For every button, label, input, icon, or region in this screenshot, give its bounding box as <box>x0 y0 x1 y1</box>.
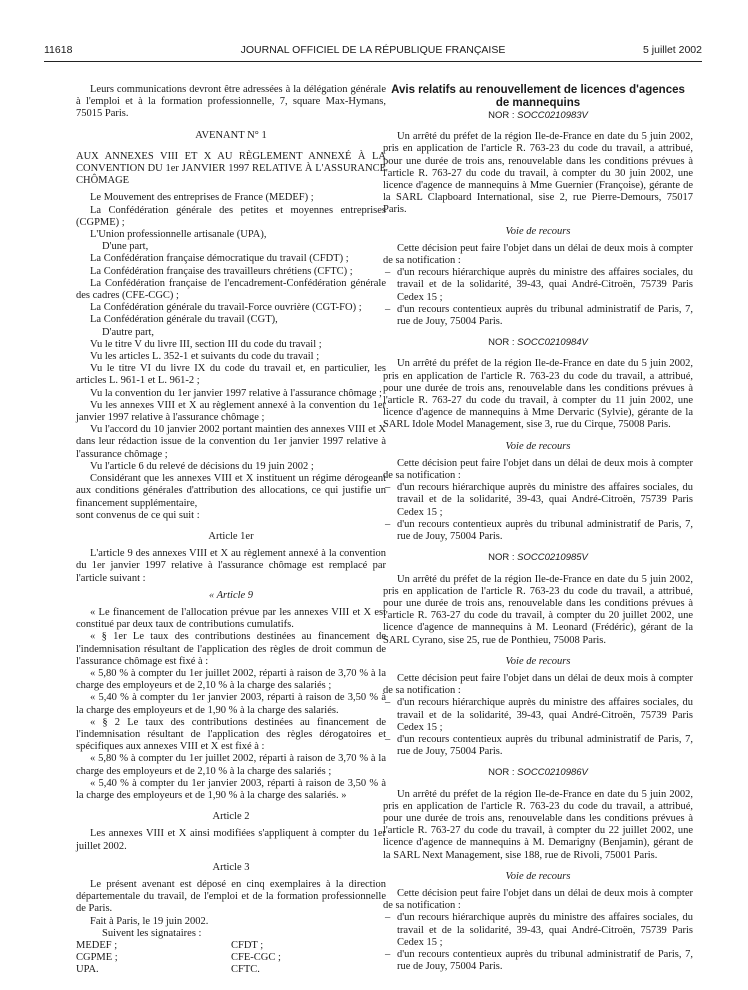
article-3-title: Article 3 <box>212 861 250 873</box>
party-line: L'Union professionnelle artisanale (UPA), <box>90 229 267 241</box>
nor-line <box>383 337 693 349</box>
recours-list <box>383 267 693 328</box>
visa-line: Considérant que les annexes VIII et X instituent un régime dérogeant aux conditions générales d'attribution des allocations, ce qui justifie un financement supplémentaire, <box>76 473 386 509</box>
recours-list <box>383 482 693 543</box>
journal-title: JOURNAL OFFICIEL DE LA RÉPUBLIQUE FRANÇAISE <box>240 44 506 56</box>
signatory: CGPME ; <box>76 952 118 964</box>
dune-part: D'une part, <box>102 241 149 253</box>
party-line: La Confédération française démocratique du travail (CFDT) ; <box>90 253 349 265</box>
nor-label: NOR : <box>488 552 515 564</box>
party-line: La Confédération générale des petites et moyennes entreprises (CGPME) ; <box>76 204 386 228</box>
notice <box>383 337 693 543</box>
article-9-paragraph: « 5,40 % à compter du 1er janvier 2003, réparti à raison de 3,50 % à la charge des employeurs et de 1,90 % à la charge des salariés. » <box>76 777 386 801</box>
convenus-line: sont convenus de ce qui suit : <box>76 509 200 521</box>
recours-intro: Cette décision peut faire l'objet dans un délai de deux mois à compter de sa notification : <box>383 672 693 697</box>
recours-list <box>383 912 693 973</box>
article-1-title: Article 1er <box>208 530 254 542</box>
recours-list <box>383 697 693 758</box>
recours-item: – d'un recours hiérarchique auprès du ministre des affaires sociales, du travail et de la solidarité, 39-43, quai André-Citroën, 75739 Paris Cedex 15 ; <box>383 697 693 734</box>
article-9-paragraph: « 5,40 % à compter du 1er janvier 2003, réparti à raison de 3,50 % à la charge des employeurs et de 1,90 % à la charge des salariés. <box>76 692 386 716</box>
notice-text: Un arrêté du préfet de la région Ile-de-France en date du 5 juin 2002, pris en application de l'article R. 763-23 du code du travail, a attribué, pour une durée de trois ans, renouvelable dans les conditions prévues à l'article R. 763-27 du code du travail, à compter du 20 juillet 2002, une licence d'agence de mannequins à M. Leonard (Frédéric), gérant de la SARL Cyrano, sise 25, rue de Ponthieu, 75008 Paris. <box>383 573 693 646</box>
article-9-paragraph: « § 1er Le taux des contributions destinées au financement de l'indemnisation résultant de l'application des règles de droit commun de l'assurance chômage est fixé à : <box>76 631 386 667</box>
nor-code: SOCC0210986V <box>517 767 588 779</box>
signatories-grid <box>76 940 386 977</box>
visa-line: Vu l'article 6 du relevé de décisions du 19 juin 2002 ; <box>90 460 314 472</box>
nor-label: NOR : <box>488 767 515 779</box>
signatory: CFDT ; <box>231 940 264 951</box>
avenant-subject: AUX ANNEXES VIII ET X AU RÈGLEMENT ANNEXÉ À LA CONVENTION DU 1er JANVIER 1997 RELATIVE À L'ASSURANCE CHÔMAGE <box>76 150 386 187</box>
notice <box>383 552 693 758</box>
page-number: 11618 <box>44 44 73 56</box>
notice <box>383 767 693 973</box>
article-9-paragraph: « 5,80 % à compter du 1er juillet 2002, réparti à raison de 3,70 % à la charge des employeurs et de 2,10 % à la charge des salariés ; <box>76 667 386 692</box>
notice-text: Un arrêté du préfet de la région Ile-de-France en date du 5 juin 2002, pris en application de l'article R. 763-23 du code du travail, a attribué, pour une durée de trois ans, renouvelable dans les conditions prévues à l'article R. 763-27 du code du travail, à compter du 11 juin 2002, une licence d'agence de mannequins à Mme Dervaric (Sylvie), gérante de la SARL Idole Model Management, sise 3, rue du Cirque, 75008 Paris. <box>383 358 693 431</box>
nor-code: SOCC0210984V <box>517 337 588 349</box>
recours-intro: Cette décision peut faire l'objet dans un délai de deux mois à compter de sa notification : <box>383 887 693 912</box>
nor-label: NOR : <box>488 337 515 349</box>
article-9-paragraph: « Le financement de l'allocation prévue par les annexes VIII et X est constitué par deux taux de contributions cumulatifs. <box>76 606 386 631</box>
signatory: CFTC. <box>231 964 260 976</box>
issue-date: 5 juillet 2002 <box>643 44 702 56</box>
article-1-text: L'article 9 des annexes VIII et X au règlement annexé à la convention du 1er janvier 1997 relative à l'assurance chômage est remplacé par l'article suivant : <box>76 548 386 584</box>
recours-item: – d'un recours contentieux auprès du tribunal administratif de Paris, 7, rue de Jouy, 75004 Paris. <box>383 949 693 973</box>
recours-item: – d'un recours hiérarchique auprès du ministre des affaires sociales, du travail et de la solidarité, 39-43, quai André-Citroën, 75739 Paris Cedex 15 ; <box>383 267 693 304</box>
signatory: CFE-CGC ; <box>231 952 281 964</box>
visa-line: Vu le titre VI du livre IX du code du travail et, en particulier, les articles L. 961-1 et L. 961-2 ; <box>76 363 386 387</box>
notice-text: Un arrêté du préfet de la région Ile-de-France en date du 5 juin 2002, pris en application de l'article R. 763-23 du code du travail, a attribué, pour une durée de trois ans, renouvelable dans les conditions prévues à l'article R. 763-27 du code du travail, à compter du 30 juin 2002, une licence d'agence de mannequins à Mme Guernier (Françoise), gérante de la SARL Clapboard International, sise 2, rue Pierre-Demours, 75017 Paris. <box>383 131 693 216</box>
article-2-title: Article 2 <box>212 811 250 823</box>
voie-de-recours: Voie de recours <box>505 225 571 237</box>
signatory: MEDEF ; <box>76 940 118 951</box>
recours-item: – d'un recours hiérarchique auprès du ministre des affaires sociales, du travail et de la solidarité, 39-43, quai André-Citroën, 75739 Paris Cedex 15 ; <box>383 482 693 519</box>
nor-label: NOR : <box>488 110 515 121</box>
notice <box>383 110 693 328</box>
article-9-paragraph: « § 2 Le taux des contributions destinées au financement de l'indemnisation résultant de l'application des règles dérogatoires et spécifiques aux annexes VIII et X est fixé à : <box>76 716 386 753</box>
article-9-paragraph: « 5,80 % à compter du 1er juillet 2002, réparti à raison de 3,70 % à la charge des employeurs et de 2,10 % à la charge des salariés ; <box>76 753 386 777</box>
article-3-text: Le présent avenant est déposé en cinq exemplaires à la direction départementale du travail, de l'emploi et de la formation professionnelle de Paris. <box>76 878 386 915</box>
section-title: Avis relatifs au renouvellement de licences d'agences de mannequins <box>391 84 685 109</box>
visa-line: Vu la convention du 1er janvier 1997 relative à l'assurance chômage ; <box>90 387 382 399</box>
nor-code: SOCC0210983V <box>517 110 588 121</box>
party-line: Le Mouvement des entreprises de France (MEDEF) ; <box>90 192 314 204</box>
party-line: La Confédération française des travailleurs chrétiens (CFTC) ; <box>90 265 353 277</box>
nor-code: SOCC0210985V <box>517 552 588 564</box>
recours-item: – d'un recours contentieux auprès du tribunal administratif de Paris, 7, rue de Jouy, 75004 Paris. <box>383 734 693 758</box>
party-line: La Confédération générale du travail-Force ouvrière (CGT-FO) ; <box>90 302 362 314</box>
visa-line: Vu les annexes VIII et X au règlement annexé à la convention du 1er janvier 1997 relative à l'assurance chômage ; <box>76 399 386 424</box>
dautre-part: D'autre part, <box>102 326 155 338</box>
notice-text: Un arrêté du préfet de la région Ile-de-France en date du 5 juin 2002, pris en application de l'article R. 763-23 du code du travail, a attribué, pour une durée de trois ans, renouvelable dans les conditions prévues à l'article R. 763-27 du code du travail, à compter du 22 juillet 2002, une licence d'agence de mannequins à M. Demarigny (Benjamin), gérant de la SARL Next Management, sise 188, rue de Rivoli, 75001 Paris. <box>383 788 693 861</box>
recours-item: – d'un recours hiérarchique auprès du ministre des affaires sociales, du travail et de la solidarité, 39-43, quai André-Citroën, 75739 Paris Cedex 15 ; <box>383 912 693 949</box>
recours-intro: Cette décision peut faire l'objet dans un délai de deux mois à compter de sa notification : <box>383 457 693 482</box>
signatory: UPA. <box>76 964 99 976</box>
article-9-title: « Article 9 <box>208 589 254 601</box>
party-line: La Confédération générale du travail (CGT), <box>90 314 278 326</box>
voie-de-recours: Voie de recours <box>505 440 571 452</box>
fait-line: Fait à Paris, le 19 juin 2002. <box>90 915 209 927</box>
left-column <box>76 84 386 977</box>
nor-line <box>383 110 693 122</box>
header-rule <box>44 61 702 62</box>
right-column <box>383 84 693 973</box>
party-line: La Confédération française de l'encadrement-Confédération générale des cadres (CFE-CGC) ; <box>76 277 386 302</box>
recours-item: – d'un recours contentieux auprès du tribunal administratif de Paris, 7, rue de Jouy, 75004 Paris. <box>383 304 693 328</box>
voie-de-recours: Voie de recours <box>505 655 571 667</box>
article-2-text: Les annexes VIII et X ainsi modifiées s'appliquent à compter du 1er juillet 2002. <box>76 828 386 852</box>
visa-line: Vu le titre V du livre III, section III du code du travail ; <box>90 338 322 350</box>
avenant-title: AVENANT N° 1 <box>195 129 267 141</box>
recours-intro: Cette décision peut faire l'objet dans un délai de deux mois à compter de sa notification : <box>383 242 693 267</box>
visa-line: Vu l'accord du 10 janvier 2002 portant maintien des annexes VIII et X dans leur rédaction issue de la convention du 1er janvier 1997 relative à l'assurance chômage ; <box>76 424 386 460</box>
page-header <box>44 44 702 58</box>
recours-item: – d'un recours contentieux auprès du tribunal administratif de Paris, 7, rue de Jouy, 75004 Paris. <box>383 519 693 543</box>
visa-line: Vu les articles L. 352-1 et suivants du code du travail ; <box>90 351 320 363</box>
nor-line <box>383 767 693 779</box>
nor-line <box>383 552 693 564</box>
signataires-line: Suivent les signataires : <box>102 927 202 939</box>
intro-paragraph: Leurs communications devront être adressées à la délégation générale à l'emploi et à la formation professionnelle, 7, square Max-Hymans, 75015 Paris. <box>76 84 386 120</box>
voie-de-recours: Voie de recours <box>505 870 571 882</box>
